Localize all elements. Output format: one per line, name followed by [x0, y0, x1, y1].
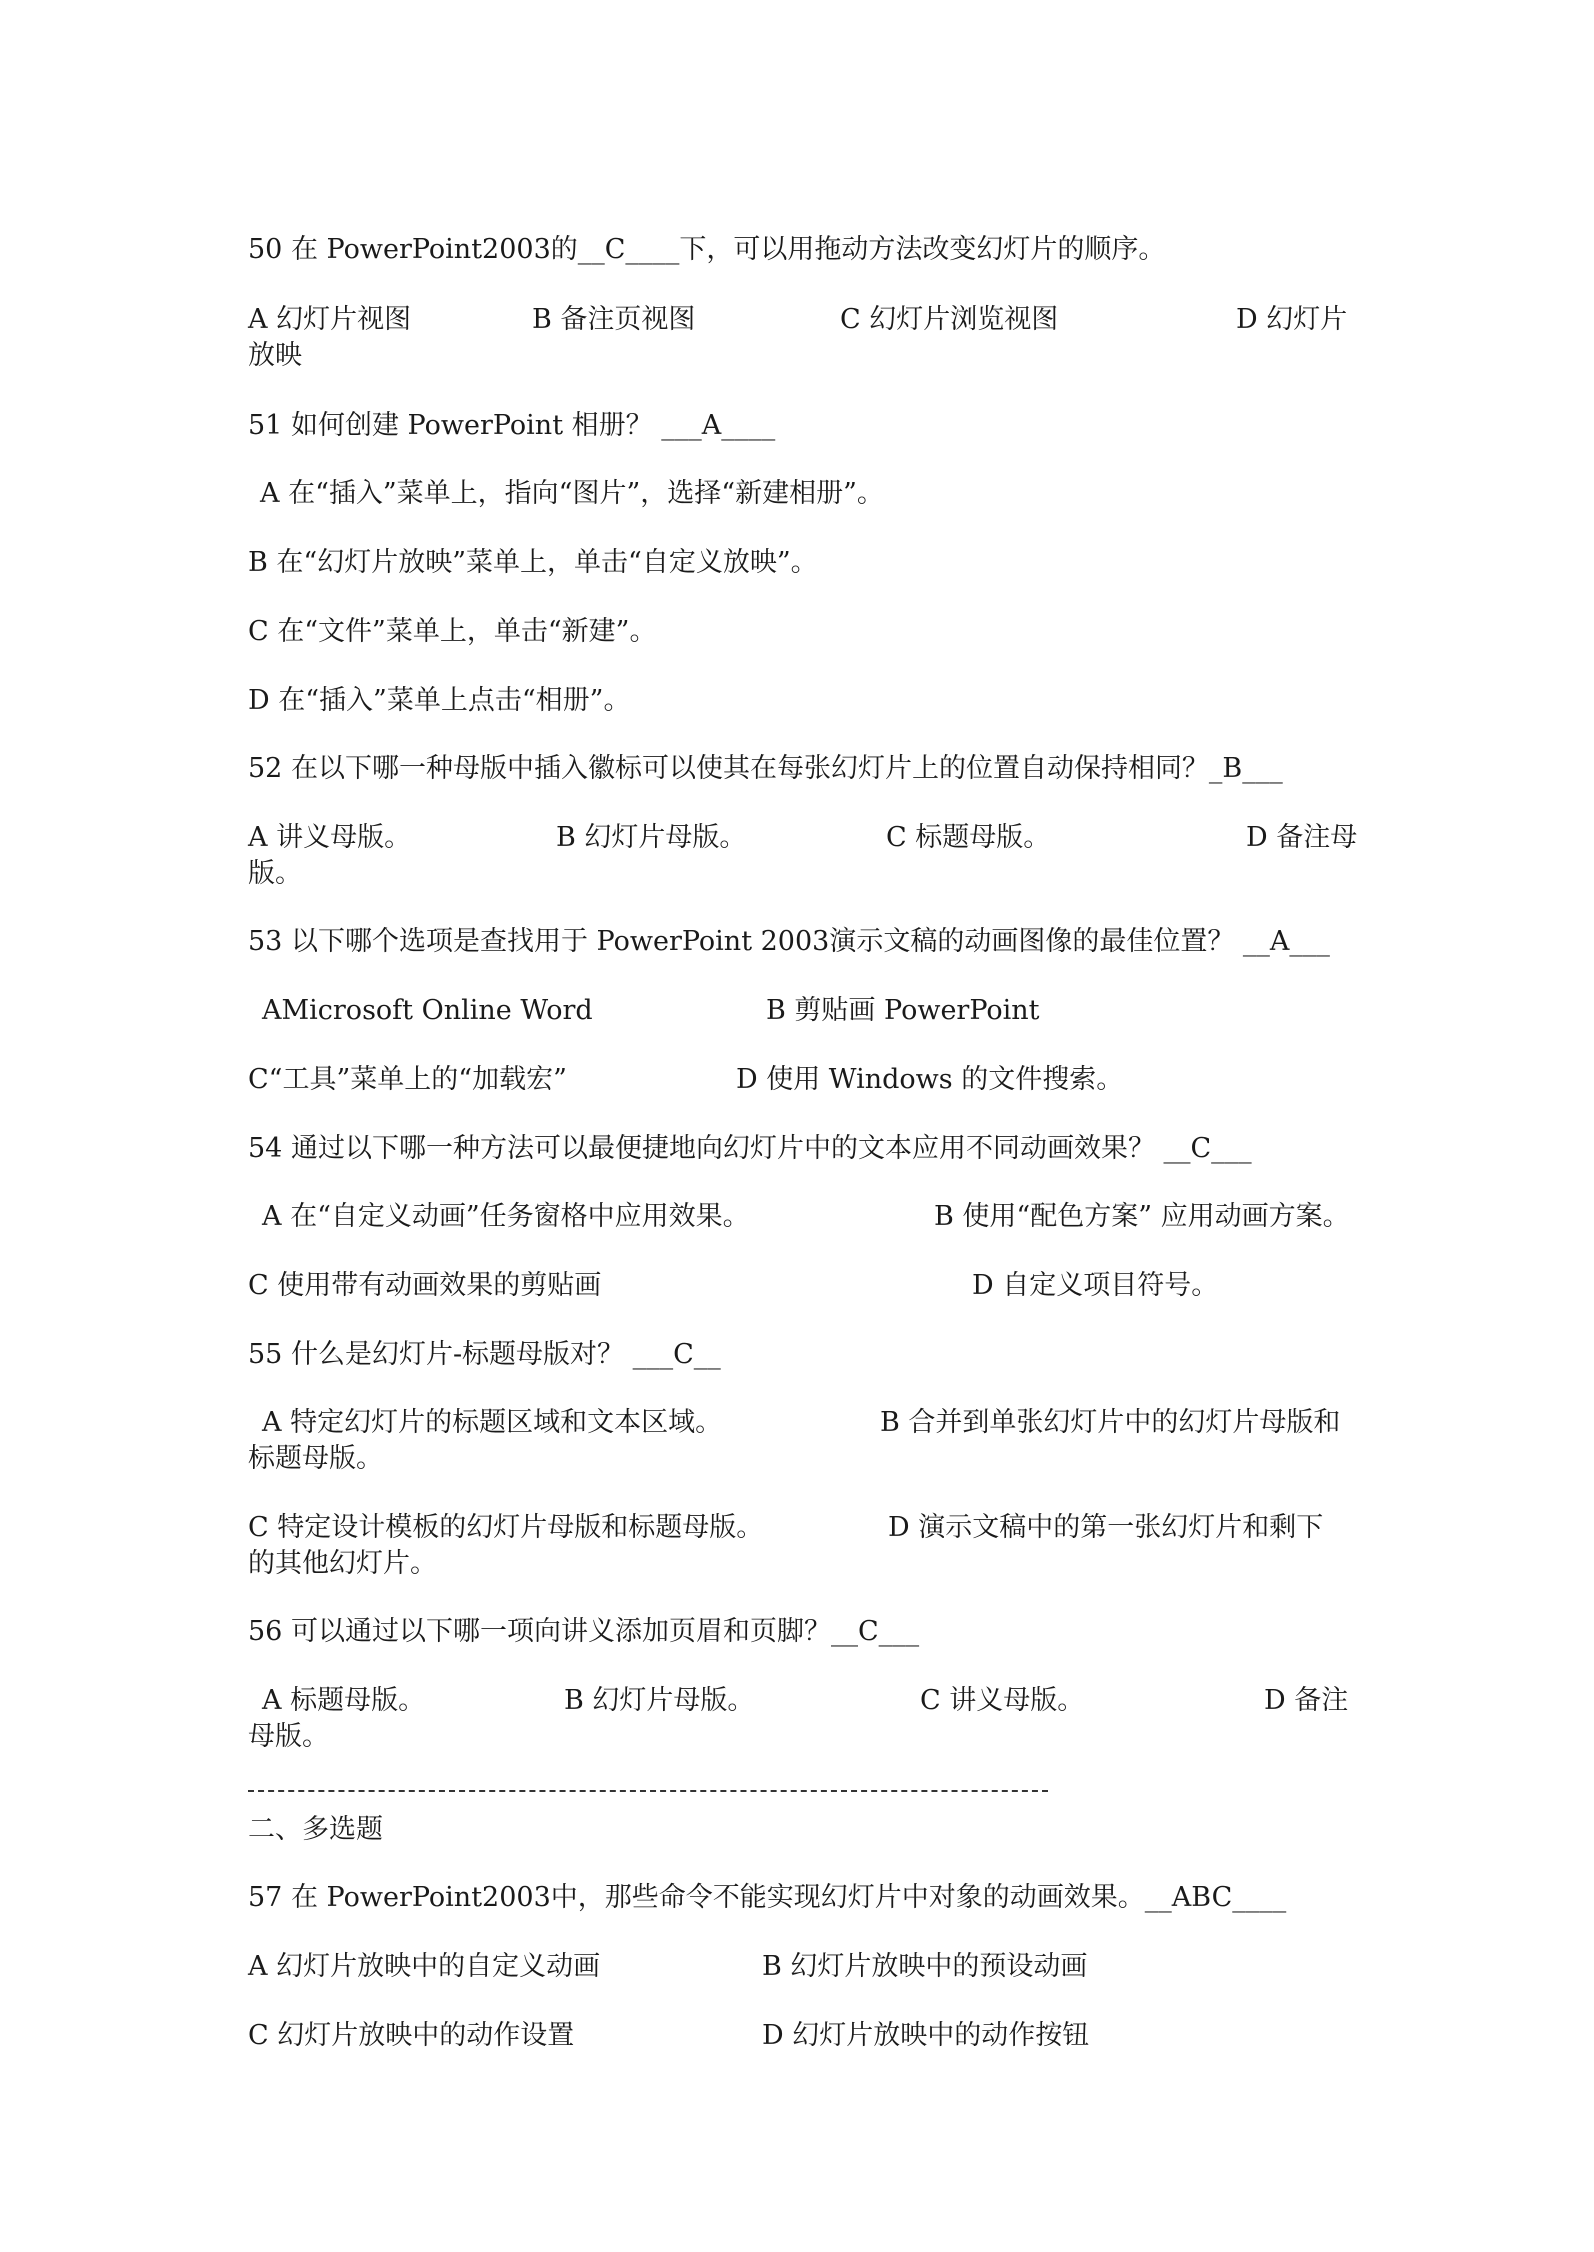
- question-56-stem: 56 可以通过以下哪一项向讲义添加页眉和页脚？__C___: [248, 1616, 920, 1647]
- question-54-option-a: A 在“自定义动画”任务窗格中应用效果。: [262, 1201, 750, 1232]
- question-56-option-d-continued: 母版。: [248, 1721, 329, 1752]
- question-53-stem: 53 以下哪个选项是查找用于 PowerPoint 2003演示文稿的动画图像的最佳位置？ __A___: [248, 926, 1330, 957]
- question-57-stem: 57 在 PowerPoint2003中，那些命令不能实现幻灯片中对象的动画效果。__ABC____: [248, 1882, 1287, 1913]
- question-55-option-d: D 演示文稿中的第一张幻灯片和剩下: [888, 1512, 1324, 1543]
- question-55-option-b-continued: 标题母版。: [248, 1443, 383, 1474]
- question-50-option-d: D 幻灯片: [1236, 304, 1348, 335]
- question-57-option-b: B 幻灯片放映中的预设动画: [762, 1951, 1088, 1982]
- question-51-option-a: A 在“插入”菜单上，指向“图片”，选择“新建相册”。: [260, 478, 884, 509]
- question-50-option-b: B 备注页视图: [532, 304, 696, 335]
- question-51-option-c: C 在“文件”菜单上，单击“新建”。: [248, 616, 657, 647]
- question-52-option-a: A 讲义母版。: [248, 822, 412, 853]
- question-50-option-d-continued: 放映: [248, 340, 302, 371]
- question-56-option-c: C 讲义母版。: [920, 1685, 1085, 1716]
- question-55-option-d-continued: 的其他幻灯片。: [248, 1548, 437, 1579]
- question-52-option-d-continued: 版。: [248, 858, 302, 889]
- question-51-option-d: D 在“插入”菜单上点击“相册”。: [248, 685, 631, 716]
- question-54-option-d: D 自定义项目符号。: [972, 1270, 1219, 1301]
- question-57-option-a: A 幻灯片放映中的自定义动画: [248, 1951, 601, 1982]
- question-51-stem: 51 如何创建 PowerPoint 相册？ ___A____: [248, 410, 776, 441]
- question-52-option-d: D 备注母: [1246, 822, 1358, 853]
- question-50-stem: 50 在 PowerPoint2003的__C____下，可以用拖动方法改变幻灯片的顺序。: [248, 234, 1166, 265]
- question-57-option-c: C 幻灯片放映中的动作设置: [248, 2020, 575, 2051]
- question-54-option-c: C 使用带有动画效果的剪贴画: [248, 1270, 602, 1301]
- question-50-option-a: A 幻灯片视图: [248, 304, 412, 335]
- question-55-option-a: A 特定幻灯片的标题区域和文本区域。: [262, 1407, 723, 1438]
- question-56-option-a: A 标题母版。: [262, 1685, 426, 1716]
- question-55-option-c: C 特定设计模板的幻灯片母版和标题母版。: [248, 1512, 764, 1543]
- question-53-option-d: D 使用 Windows 的文件搜索。: [736, 1064, 1124, 1095]
- question-54-stem: 54 通过以下哪一种方法可以最便捷地向幻灯片中的文本应用不同动画效果？ __C___: [248, 1133, 1252, 1164]
- question-50-option-c: C 幻灯片浏览视图: [840, 304, 1059, 335]
- section-divider: [248, 1790, 1048, 1792]
- question-53-option-a: AMicrosoft Online Word: [262, 995, 593, 1026]
- question-52-stem: 52 在以下哪一种母版中插入徽标可以使其在每张幻灯片上的位置自动保持相同？_B___: [248, 753, 1283, 784]
- section-heading: 二、多选题: [248, 1814, 383, 1845]
- question-54-option-b: B 使用“配色方案” 应用动画方案。: [934, 1201, 1350, 1232]
- question-56-option-b: B 幻灯片母版。: [564, 1685, 755, 1716]
- question-52-option-b: B 幻灯片母版。: [556, 822, 747, 853]
- question-57-option-d: D 幻灯片放映中的动作按钮: [762, 2020, 1090, 2051]
- question-53-option-c: C“工具”菜单上的“加载宏”: [248, 1064, 567, 1095]
- question-55-stem: 55 什么是幻灯片-标题母版对？ ___C__: [248, 1339, 721, 1370]
- question-52-option-c: C 标题母版。: [886, 822, 1051, 853]
- question-56-option-d: D 备注: [1264, 1685, 1349, 1716]
- question-55-option-b: B 合并到单张幻灯片中的幻灯片母版和: [880, 1407, 1341, 1438]
- question-51-option-b: B 在“幻灯片放映”菜单上，单击“自定义放映”。: [248, 547, 818, 578]
- question-53-option-b: B 剪贴画 PowerPoint: [766, 995, 1040, 1026]
